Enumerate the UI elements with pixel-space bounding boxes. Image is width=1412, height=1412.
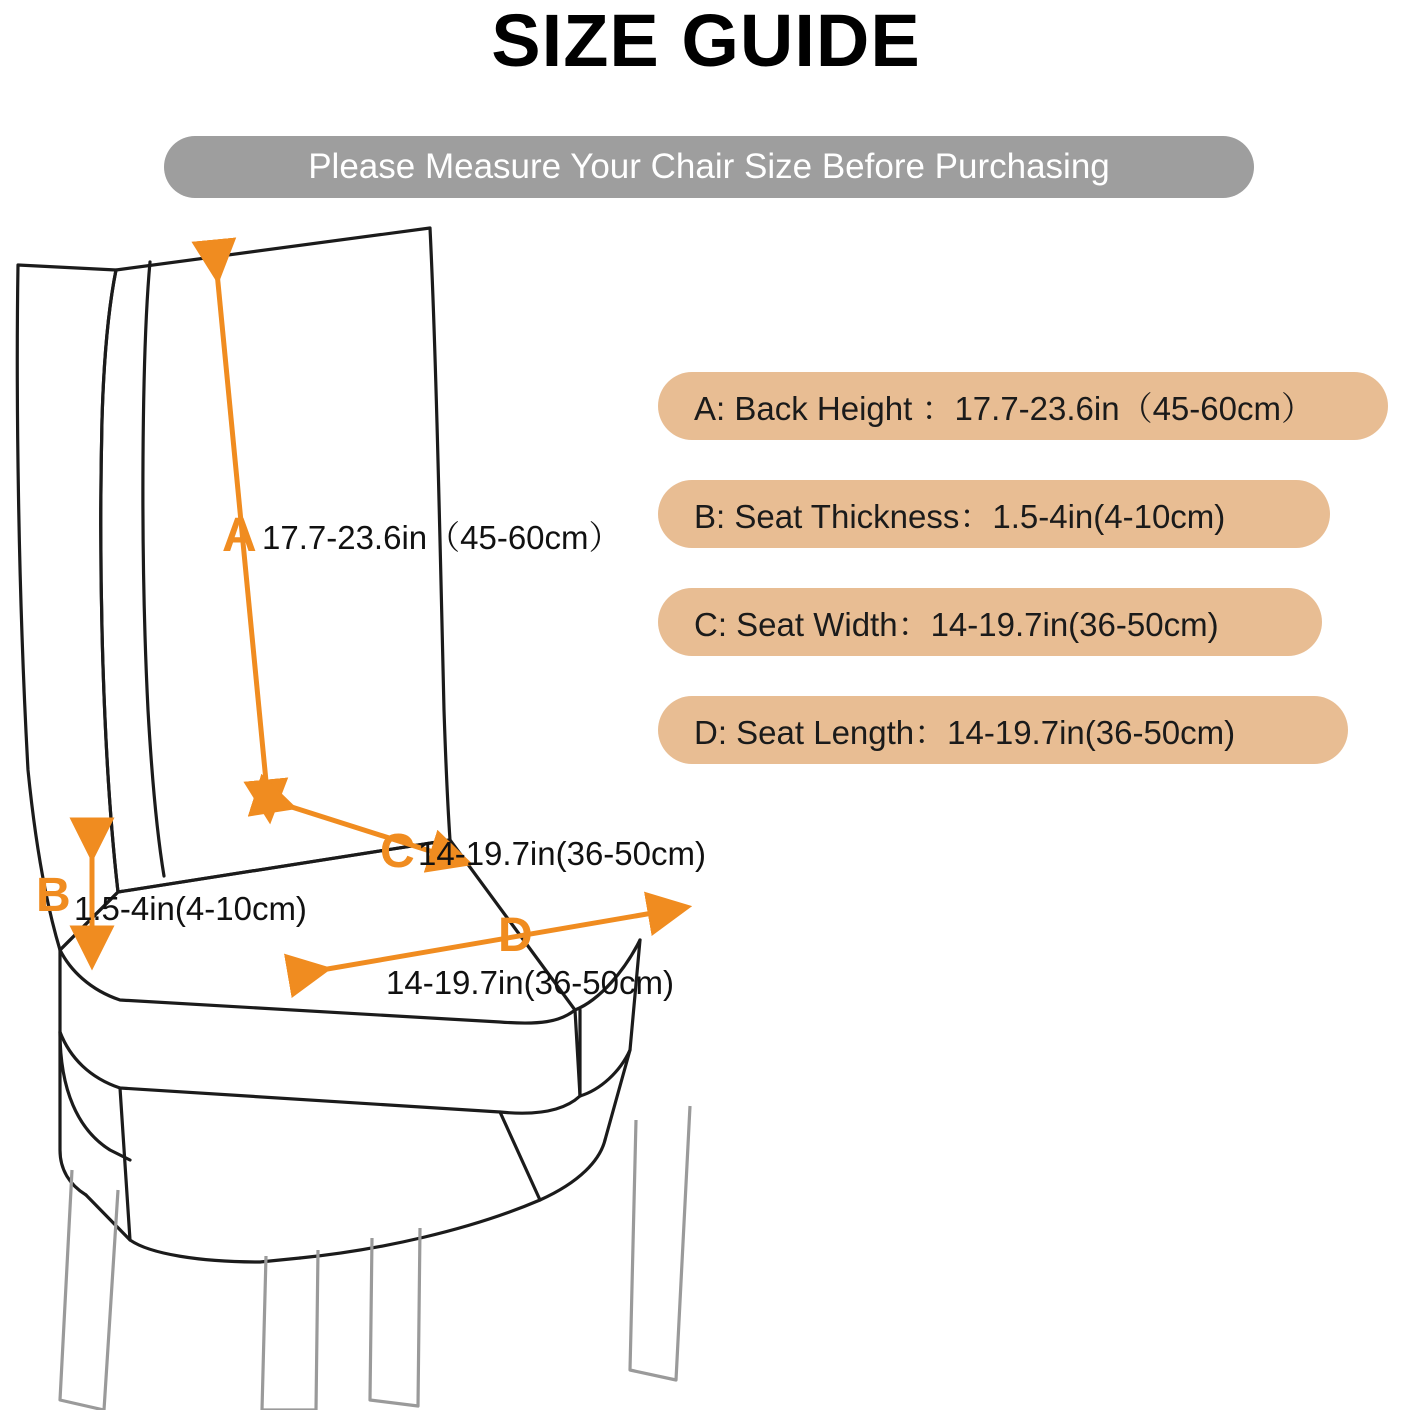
dimension-letter-b: B [36,869,71,922]
chair-diagram [0,210,900,1410]
dimension-value-d: 14-19.7in(36-50cm) [386,964,674,1001]
subtitle-banner [164,136,1254,198]
dimension-letter-a: A [222,509,257,562]
chair-outline [17,228,640,1262]
chair-legs [60,1106,690,1410]
dimension-letter-d: D [498,909,533,962]
legend-label-a: A: Back Height ：17.7-23.6in（45-60cm） [694,389,1314,427]
dimension-value-a: 17.7-23.6in（45-60cm） [262,519,622,556]
subtitle-text: Please Measure Your Chair Size Before Purchasing [308,147,1110,186]
page-title: SIZE GUIDE [491,0,921,82]
legend-label-b: B: Seat Thickness：1.5-4in(4-10cm) [694,497,1226,535]
legend-label-c: C: Seat Width：14-19.7in(36-50cm) [694,605,1219,643]
dimension-letter-c: C [380,825,415,878]
dimension-value-c: 14-19.7in(36-50cm) [418,835,706,872]
dimension-value-b: 1.5-4in(4-10cm) [74,890,307,927]
legend-label-d: D: Seat Length：14-19.7in(36-50cm) [694,713,1236,751]
